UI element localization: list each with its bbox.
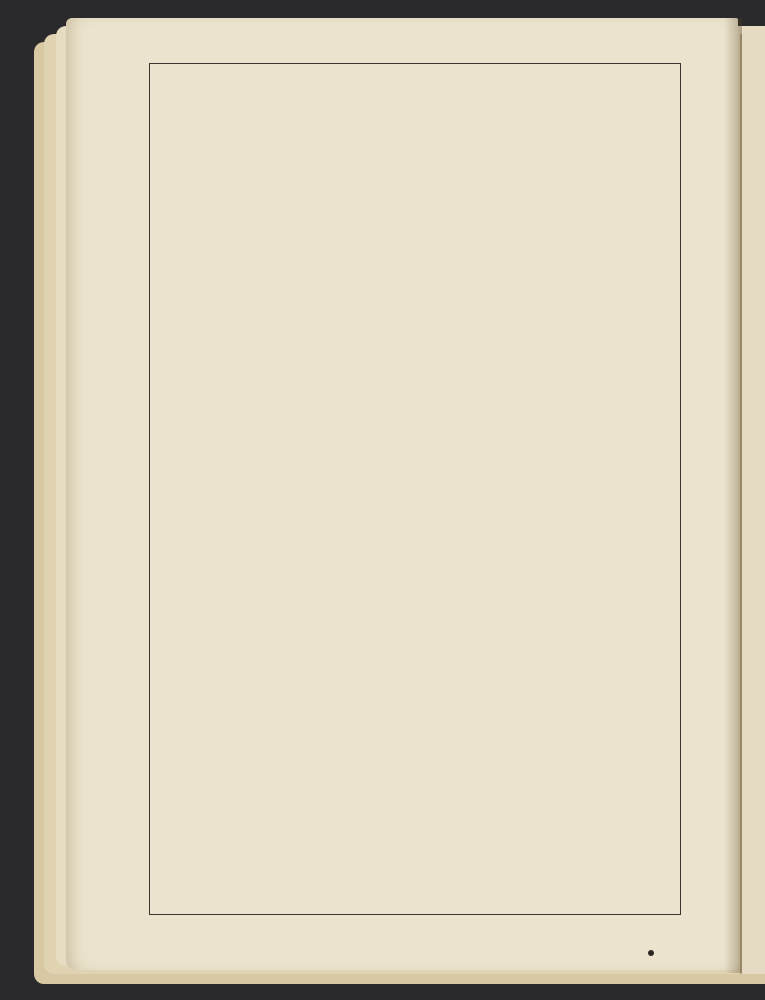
ink-speck <box>648 950 654 956</box>
text-frame <box>149 63 681 915</box>
verse-1 <box>152 78 678 80</box>
spine-shadow <box>724 18 742 973</box>
facing-page-edge <box>740 34 765 974</box>
page-content <box>152 66 678 80</box>
verse-1-text <box>164 78 670 80</box>
